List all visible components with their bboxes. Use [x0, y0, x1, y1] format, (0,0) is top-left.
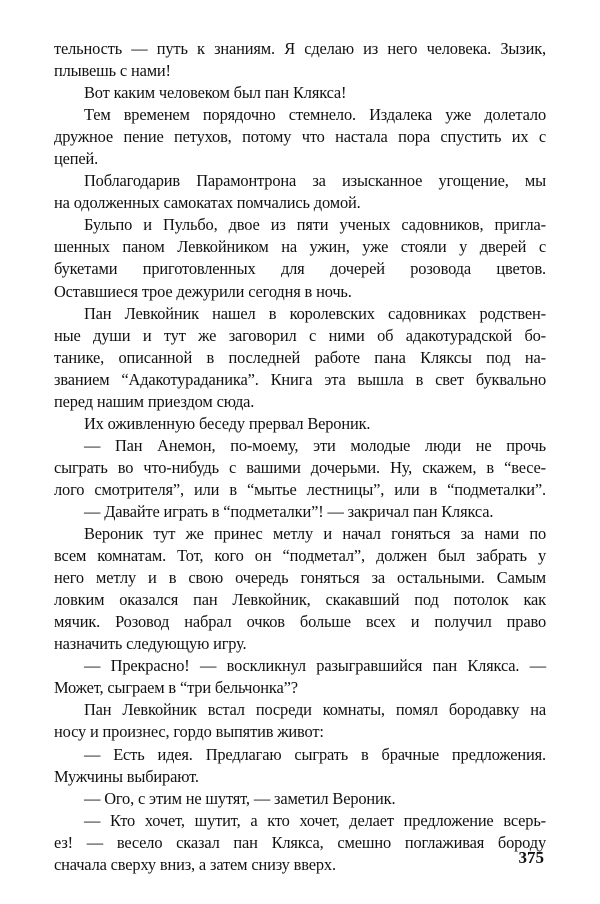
text-line: сыграть во что-нибудь с вашими дочерьми. Ну, скажем, в “весе-: [54, 457, 546, 477]
text-line: ез! — весело сказал пан Клякса, смешно поглаживая бороду: [54, 832, 546, 852]
text-line: перед нашим приездом сюда.: [54, 391, 255, 411]
text-line: сначала сверху вниз, а затем снизу вверх.: [54, 854, 336, 874]
body-text: [54, 38, 546, 876]
text-line: назначить следующую игру.: [54, 634, 247, 654]
text-line: — Ого, с этим не шутят, — заметил Вероник.: [84, 788, 396, 808]
text-line: — Есть идея. Предлагаю сыграть в брачные предложения.: [84, 744, 546, 764]
text-line: него метлу и в свою очередь гоняться за остальными. Самым: [54, 568, 546, 588]
text-line: Вот каким человеком был пан Клякса!: [84, 83, 347, 103]
text-line: Пан Левкойник нашел в королевских садовниках родствен-: [84, 303, 546, 323]
text-line: ные души и тут же заговорил с ними об адакотурадской бо-: [54, 325, 546, 345]
text-line: носу и произнес, гордо выпятив живот:: [54, 722, 324, 742]
text-line: Тем временем порядочно стемнело. Издалека уже долетало: [84, 105, 546, 125]
text-line: лого смотрителя”, или в “мытье лестницы”, или в “подметалки”.: [54, 479, 546, 499]
text-line: на одолженных самокатах помчались домой.: [54, 193, 361, 213]
text-line: Вероник тут же принес метлу и начал гоняться за нами по: [84, 524, 546, 544]
text-line: цепей.: [54, 149, 99, 169]
text-line: — Давайте играть в “подметалки”! — закричал пан Клякса.: [84, 501, 494, 521]
text-line: ловким оказался пан Левкойник, скакавший под потолок как: [54, 590, 546, 610]
text-line: танике, описанной в последней работе пана Кляксы под на-: [54, 347, 546, 367]
text-line: Мужчины выбирают.: [54, 766, 199, 786]
text-line: — Кто хочет, шутит, а кто хочет, делает предложение всерь-: [84, 810, 546, 830]
text-line: букетами приготовленных для дочерей розовода цветов.: [54, 259, 546, 279]
text-line: Бульпо и Пульбо, двое из пяти ученых садовников, пригла-: [84, 215, 546, 235]
text-line: Может, сыграем в “три бельчонка”?: [54, 678, 298, 698]
text-line: — Прекрасно! — воскликнул разыгравшийся пан Клякса. —: [84, 656, 546, 676]
text-line: всем комнатам. Тот, кого он “подметал”, должен был забрать у: [54, 546, 546, 566]
text-line: тельность — путь к знаниям. Я сделаю из него человека. Зызик,: [54, 39, 546, 58]
text-line: Оставшиеся трое дежурили сегодня в ночь.: [54, 281, 352, 301]
text-line: Их оживленную беседу прервал Вероник.: [84, 413, 371, 433]
text-line: плывешь с нами!: [54, 61, 171, 81]
text-line: Пан Левкойник встал посреди комнаты, помял бородавку на: [84, 700, 546, 720]
page-number: 375: [518, 848, 544, 867]
text-line: шенных паном Левкойником на ужин, уже стояли у дверей с: [54, 237, 546, 257]
text-line: дружное пение петухов, потому что настала пора спустить их с: [54, 127, 546, 147]
text-line: — Пан Анемон, по-моему, эти молодые люди не прочь: [84, 435, 546, 455]
text-line: Поблагодарив Парамонтрона за изысканное угощение, мы: [84, 171, 546, 191]
text-line: мячик. Розовод набрал очков больше всех и получил право: [54, 612, 546, 632]
text-line: званием “Адакотураданика”. Книга эта вышла в свет буквально: [54, 369, 546, 389]
